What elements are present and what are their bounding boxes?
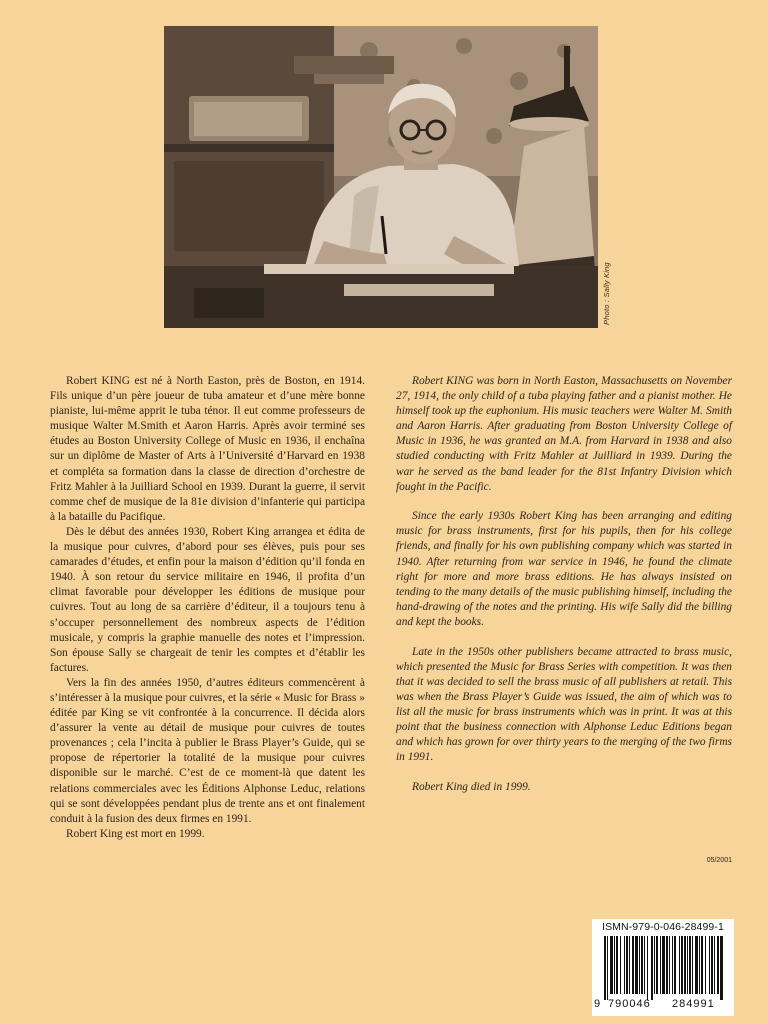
english-paragraph: Robert KING was born in North Easton, Massachusetts on November 27, 1914, the only child of a tuba playing father and a pianist mother. He himself took up the euphonium. His music teachers were Walter M. Smith and Aaron Harris. After graduating from Boston University College of Music in 1936, he was granted an M.A. from Harvard in 1938 and also studied conducting with Fritz Mahler at Juilliard in 1939. During the war he served as the band leader for the 81st Infantry Division which fought in the Pacific. — [396, 375, 732, 493]
english-paragraph: Since the early 1930s Robert King has been arranging and editing music for brass instruments, first for his pupils, then for his college friends, and finally for his own publishing company which was started in 1940. After returning from war service in 1946, he found the climate right for more and more brass editions. He has always insisted on tending to the many details of the music publishing himself, including the hand-drawing of the notes and the printing. His wife Sally did the billing and kept the books. — [396, 510, 732, 628]
portrait-photo — [164, 26, 598, 328]
ismn-number: ISMN-979-0-046-28499-1 — [602, 921, 724, 933]
barcode-digits-left: 790046 — [608, 998, 651, 1010]
french-paragraph: Robert King est mort en 1999. — [66, 827, 205, 840]
french-biography — [50, 374, 365, 842]
french-paragraph: Dès le début des années 1930, Robert King arrangea et édita de la musique pour cuivres, d’abord pour ses élèves, puis pour ses camarades d’études, et enfin pour la maison d’édition qu’il fonda en 1940. À son retour du service militaire en 1946, il profita d’un climat favorable pour développer les éditions de musique pour cuivres. Tout au long de sa carrière d’éditeur, il a toujours tenu à s’occuper personnellement des nombreux aspects de l’édition musicale, y compris la graphie manuelle des notes et l’impression. Son épouse Sally se chargeait de tenir les comptes et d’établir les factures. — [50, 525, 365, 674]
english-biography — [396, 374, 732, 809]
french-paragraph: Robert KING est né à North Easton, près de Boston, en 1914. Fils unique d’un père joueur de tuba amateur et d’une mère bonne pianiste, lui-même apprit le tuba ténor. Il eut comme professeurs de musique Walter M.Smith et Aaron Harris. Après avoir terminé ses études au Boston University College of Music en 1936, il enchaîna sur un diplôme de Master of Arts à l’Université d’Harvard en 1938 et compléta sa formation dans la classe de direction d’orchestre de Fritz Mahler à la Juilliard School en 1939. Durant la guerre, il servit comme chef de musique de la 81e division d’infanterie qui participa à la bataille du Pacifique. — [50, 375, 365, 523]
barcode-digit-first: 9 — [594, 998, 601, 1010]
french-paragraph: Vers la fin des années 1950, d’autres éditeurs commencèrent à s’intéresser à la musique pour cuivres, et la série « Music for Brass » éditée par King se vit confrontée à la concurrence. Il décida alors d’assurer la vente au détail de musique pour cuivres de toutes provenances ; cela l’incita à publier le Brass Player’s Guide, qui se propose de répertorier la totalité de la musique pour cuivres disponible sur le marché. C’est de ce moment-là que datent les relations commerciales avec les Éditions Alphonse Leduc, relations qui se sont développées pendant plus de trente ans et ont finalement conduit à la fusion des deux firmes en 1991. — [50, 676, 365, 825]
date-code: 05/2001 — [706, 857, 732, 864]
english-paragraph: Late in the 1950s other publishers became attracted to brass music, which presented the Music for Brass Series with competition. It was then that it was decided to sell the brass music of all publishers at retail. This was when the Brass Player’s Guide was issued, the aim of which was to list all the music for brass instruments which was in print. It was at this point that the business connection with Alphonse Leduc Editions began and which has grown for over thirty years to the merging of the two firms in 1991. — [396, 645, 732, 764]
photo-credit: Photo : Sally King — [602, 262, 611, 325]
portrait-illustration — [164, 26, 598, 328]
english-paragraph: Robert King died in 1999. — [412, 780, 531, 793]
barcode-block — [592, 919, 734, 1016]
barcode-icon — [596, 936, 730, 1000]
barcode-digits-right: 284991 — [672, 998, 715, 1010]
